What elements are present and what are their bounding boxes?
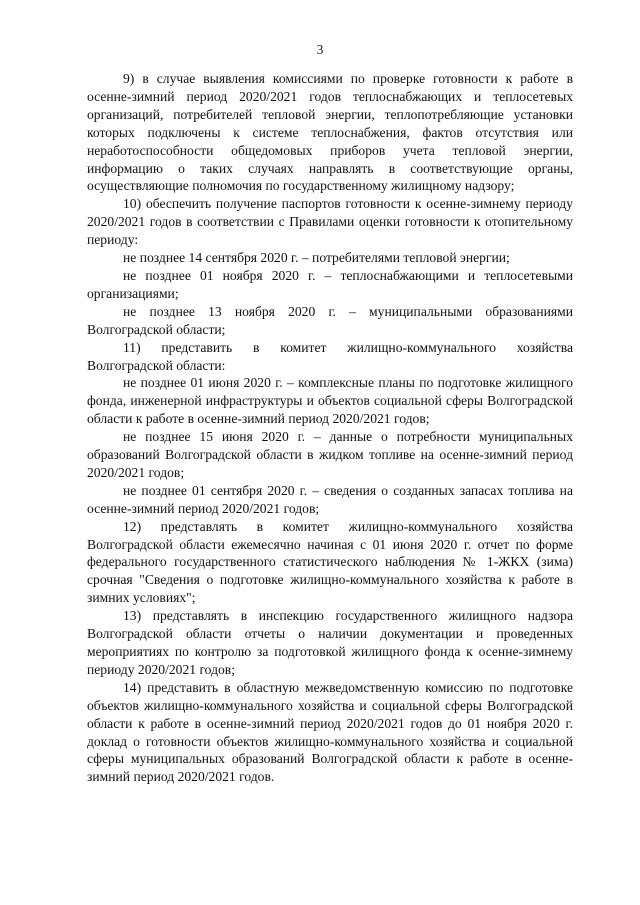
paragraph-item-10: 10) обеспечить получение паспортов готовности к осенне-зимнему периоду 2020/2021 годов в соответствии с Правилами оценки готовности к отопительному периоду: xyxy=(87,196,573,248)
paragraph-item-14: 14) представить в областную межведомственную комиссию по подготовке объектов жилищно-коммунального хозяйства и социальной сферы Волгоградской области к работе в осенне-зимний период 2020/2021 годов до 01 ноября 2020 г. доклад о готовности объектов жилищно-коммунального хозяйства и социальной сферы муниципальных образований Волгоградской области к работе в осенне-зимний период 2020/2021 годов. xyxy=(87,679,573,785)
page-number: 3 xyxy=(316,42,324,57)
paragraph-deadline-organizations: не позднее 01 ноября 2020 г. – теплоснабжающими и теплосетевыми организациями; xyxy=(87,267,573,301)
paragraph-item-11: 11) представить в комитет жилищно-коммунального хозяйства Волгоградской области: xyxy=(87,339,573,373)
paragraph-deadline-municipalities: не позднее 13 ноября 2020 г. – муниципальными образованиями Волгоградской области; xyxy=(87,303,573,337)
paragraph-deadline-plans: не позднее 01 июня 2020 г. – комплексные планы по подготовке жилищного фонда, инженерной инфраструктуры и объектов социальной сферы Волгоградской области к работе в осенне-зимний период 2020/2021 годов; xyxy=(87,375,573,427)
paragraph-item-12: 12) представлять в комитет жилищно-коммунального хозяйства Волгоградской области ежемесячно начиная с 01 июня 2020 г. отчет по форме федерального государственного статистического наблюдения № 1-ЖКХ (зима) срочная "Сведения о подготовке жилищно-коммунального хозяйства к работе в зимних условиях"; xyxy=(87,518,573,606)
paragraph-item-9: 9) в случае выявления комиссиями по проверке готовности к работе в осенне-зимний период 2020/2021 годов теплоснабжающих и теплосетевых организаций, потребителей тепловой энергии, теплопотребляющие установки которых подключены к системе теплоснабжения, фактов отсутствия или неработоспособности общедомовых приборов учета тепловой энергии, информацию о таких случаях направлять в соответствующие органы, осуществляющие полномочия по государственному жилищному надзору; xyxy=(87,71,573,194)
paragraph-item-13: 13) представлять в инспекцию государственного жилищного надзора Волгоградской области отчеты о наличии документации и проведенных мероприятиях по контролю за подготовкой жилищного фонда к осенне-зимнему периоду 2020/2021 годов; xyxy=(87,608,573,677)
paragraph-deadline-consumers: не позднее 14 сентября 2020 г. – потребителями тепловой энергии; xyxy=(123,250,510,266)
document-body xyxy=(87,70,573,786)
paragraph-deadline-fuel-reserves: не позднее 01 сентября 2020 г. – сведения о созданных запасах топлива на осенне-зимний период 2020/2021 годов; xyxy=(87,482,573,516)
paragraph-deadline-fuel-need: не позднее 15 июня 2020 г. – данные о потребности муниципальных образований Волгоградской области в жидком топливе на осенне-зимний период 2020/2021 годов; xyxy=(87,429,573,480)
